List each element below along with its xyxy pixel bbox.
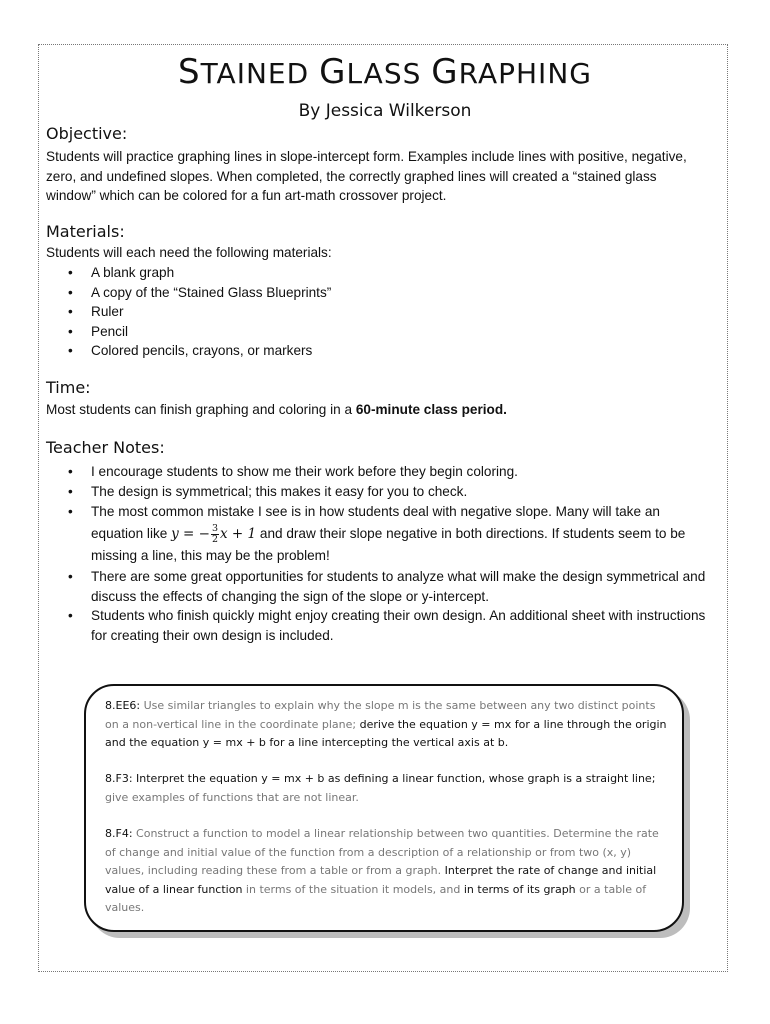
teacher-notes-heading: Teacher Notes: <box>46 438 165 457</box>
list-item: • The design is symmetrical; this makes it easy for you to check. <box>46 482 706 502</box>
list-item: • A blank graph <box>46 263 706 283</box>
materials-heading: Materials: <box>46 222 125 241</box>
time-text: Most students can finish graphing and coloring in a 60-minute class period. <box>46 402 507 417</box>
time-heading: Time: <box>46 378 91 397</box>
list-item: • Colored pencils, crayons, or markers <box>46 341 706 361</box>
materials-intro: Students will each need the following materials: <box>46 245 332 260</box>
list-item: • I encourage students to show me their work before they begin coloring. <box>46 462 706 482</box>
slope-equation: y = − $\frac{3}{2}$ x + 1 <box>171 523 257 545</box>
list-item: • There are some great opportunities for students to analyze what will make the design symmetrical and discuss the effects of changing the sign of the slope or y-intercept. <box>46 567 706 606</box>
teacher-notes-list <box>46 462 706 645</box>
materials-list <box>46 263 706 361</box>
standard-8-f3: 8.F3: Interpret the equation y = mx + b as defining a linear function, whose graph is a straight line; give examples of functions that are not linear. <box>105 772 656 804</box>
standard-8-ee6: 8.EE6: Use similar triangles to explain why the slope m is the same between any two distinct points on a non-vertical line in the coordinate plane; derive the equation y = mx for a line through the origin and the equation y = mx + b for a line intercepting the vertical axis at b. <box>105 699 667 749</box>
standard-8-f4: 8.F4: Construct a function to model a linear relationship between two quantities. Determine the rate of change and initial value of the function from a description of a relationship or from two (x, y) values, including reading these from a table or from a graph. Interpret the rate of change and initial value of a linear function in terms of the situation it models, and in terms of its graph or a table of values. <box>105 827 659 914</box>
objective-text: Students will practice graphing lines in slope-intercept form. Examples include lines with positive, negative, zero, and undefined slopes. When completed, the correctly graphed lines will created a “stained glass window” which can be colored for a fun art-math crossover project. <box>46 149 687 203</box>
list-item: • Pencil <box>46 322 706 342</box>
page-title: STAINED GLASS GRAPHING <box>178 52 592 92</box>
author-line: By Jessica Wilkerson <box>298 101 472 121</box>
list-item: • Ruler <box>46 302 706 322</box>
list-item: • Students who finish quickly might enjoy creating their own design. An additional sheet with instructions for creating their own design is included. <box>46 606 706 645</box>
list-item: • A copy of the “Stained Glass Blueprints” <box>46 283 706 303</box>
objective-heading: Objective: <box>46 124 128 143</box>
list-item: • The most common mistake I see is in how students deal with negative slope. Many will take an equation like y = − $\frac{3}{2}$ x + 1 and draw their slope negative in both directions. If students seem to be missing a line, this may be the problem! <box>46 501 706 567</box>
fraction: $\frac{3}{2}$ <box>211 523 218 545</box>
